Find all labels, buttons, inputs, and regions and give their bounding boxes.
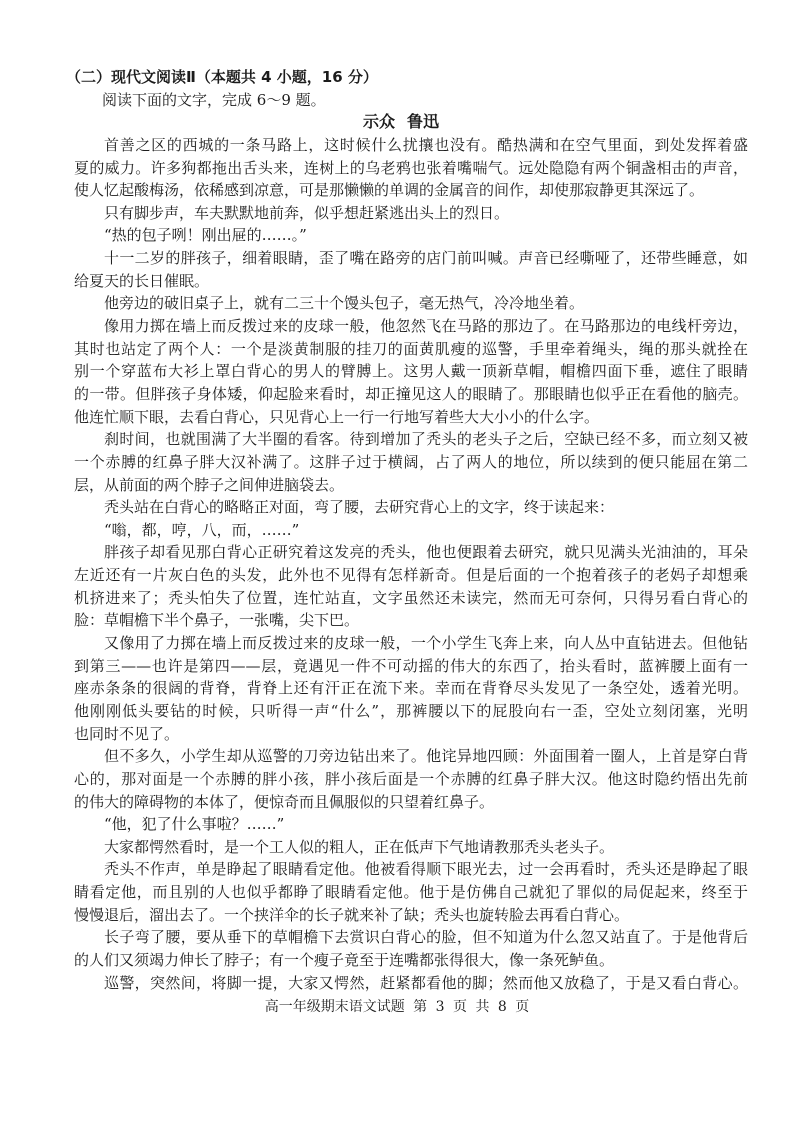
paragraph-line: 他旁边的破旧桌子上，就有二三十个馒头包子，毫无热气，冷冷地坐着。 xyxy=(104,294,585,313)
article-body xyxy=(74,134,748,994)
paragraph-line: 巡警，突然间，将脚一提，大家又愕然，赶紧都看他的脚；然而他又放稳了，于是又看白背心。 xyxy=(104,973,748,992)
paragraph xyxy=(74,519,748,542)
article-author: 鲁迅 xyxy=(407,112,440,132)
paragraph xyxy=(74,292,748,315)
article-title-line xyxy=(74,111,728,134)
paragraph-line: “嗡，都，哼，八，而，……” xyxy=(104,520,300,539)
paragraph-line: 像用力掷在墙上而反拨过来的皮球一般，他忽然飞在马路的那边了。在马路那边的电线杆旁边， xyxy=(104,317,748,336)
article-title: 示众 xyxy=(362,112,395,132)
paragraph xyxy=(74,134,748,202)
paragraph-line: 别一个穿蓝布大衫上罩白背心的男人的臂膊上。这男人戴一顶新草帽，帽檐四面下垂，遮住了眼睛 xyxy=(74,362,748,381)
paragraph xyxy=(74,836,748,859)
paragraph-line: 但不多久，小学生却从巡警的刀旁边钻出来了。他诧异地四顾：外面围着一圈人，上首是穿白背 xyxy=(104,747,748,766)
paragraph xyxy=(74,541,748,632)
paragraph-line: 睛看定他，而且别的人也似乎都睁了眼睛看定他。他于是仿佛自己就犯了罪似的局促起来，终至于 xyxy=(74,883,748,902)
paragraph-line: 也同时不见了。 xyxy=(74,724,180,743)
paragraph-line: 使人忆起酸梅汤，依稀感到凉意，可是那懒懒的单调的金属音的间作，却使那寂静更其深远了。 xyxy=(74,181,705,200)
paragraph-line: 夏的威力。许多狗都拖出舌头来，连树上的乌老鸦也张着嘴喘气。远处隐隐有两个铜盏相击的声音， xyxy=(74,158,748,177)
paragraph-line: 大家都愕然看时，是一个工人似的粗人，正在低声下气地请教那秃头老头子。 xyxy=(104,837,615,856)
page-footer: 高一年级期末语文试题 第 3 页 共 8 页 xyxy=(264,999,530,1015)
paragraph-line: 心的，那对面是一个赤膊的胖小孩，胖小孩后面是一个赤膊的红鼻子胖大汉。他这时隐约悟出先前 xyxy=(74,769,748,788)
paragraph xyxy=(74,745,748,813)
reading-instruction: 阅读下面的文字，完成 6～9 题。 xyxy=(102,90,326,109)
paragraph xyxy=(74,858,748,926)
section-heading: （二）现代文阅读Ⅱ（本题共 4 小题，16 分） xyxy=(66,68,378,86)
paragraph-line: 慢慢退后，溜出去了。一个挟洋伞的长子就来补了缺；秃头也旋转脸去再看白背心。 xyxy=(74,905,630,924)
paragraph xyxy=(74,202,748,225)
paragraph-line: “他，犯了什么事啦？……” xyxy=(104,815,285,834)
paragraph xyxy=(74,632,748,745)
paragraph xyxy=(74,224,748,247)
paragraph-line: 刹时间，也就围满了大半圈的看客。待到增加了秃头的老头子之后，空缺已经不多，而立刻又被 xyxy=(104,430,748,449)
paragraph-line: 座赤条条的很阔的背脊，背脊上还有汗正在流下来。幸而在背脊尽头发见了一条空处，透着光明。 xyxy=(74,679,748,698)
paragraph-line: 他刚刚低头要钻的时候，只听得一声“什么”，那裤腰以下的屁股向右一歪，空处立刻闭塞，光明 xyxy=(74,701,748,720)
paragraph-line: 左近还有一片灰白色的头发，此外也不见得有怎样新奇。但是后面的一个抱着孩子的老妈子却想乘 xyxy=(74,566,748,585)
paragraph-line: 胖孩子却看见那白背心正研究着这发亮的秃头，他也便跟着去研究，就只见满头光油油的，耳朵 xyxy=(104,543,748,562)
paragraph xyxy=(74,813,748,836)
paragraph-line: 层，从前面的两个脖子之间伸进脑袋去。 xyxy=(74,475,345,494)
paragraph-line: “热的包子咧！刚出屉的……。” xyxy=(104,226,307,245)
paragraph-line: 到第三——也许是第四——层，竟遇见一件不可动摇的伟大的东西了，抬头看时，蓝裤腰上面有一 xyxy=(74,656,748,675)
paragraph-line: 机挤进来了；秃头怕失了位置，连忙站直，文字虽然还未读完，然而无可奈何，只得另看白背心的 xyxy=(74,588,748,607)
paragraph-line: 秃头不作声，单是睁起了眼睛看定他。他被看得顺下眼光去，过一会再看时，秃头还是睁起了眼 xyxy=(104,860,748,879)
paragraph xyxy=(74,315,748,428)
paragraph-line: 又像用了力掷在墙上而反拨过来的皮球一般，一个小学生飞奔上来，向人丛中直钻进去。但他钻 xyxy=(104,634,748,653)
paragraph xyxy=(74,972,748,995)
paragraph-line: 一个赤膊的红鼻子胖大汉补满了。这胖子过于横阔，占了两人的地位，所以续到的便只能屈在第二 xyxy=(74,452,748,471)
paragraph-line: 的一带。但胖孩子身体矮，仰起脸来看时，却正撞见这人的眼睛了。那眼睛也似乎正在看他的脑壳。 xyxy=(74,384,748,403)
paragraph xyxy=(74,496,748,519)
paragraph-line: 秃头站在白背心的略略正对面，弯了腰，去研究背心上的文字，终于读起来： xyxy=(104,498,615,517)
paragraph-line: 只有脚步声，车夫默默地前奔，似乎想赶紧逃出头上的烈日。 xyxy=(104,203,510,222)
paragraph-line: 十一二岁的胖孩子，细着眼睛，歪了嘴在路旁的店门前叫喊。声音已经嘶哑了，还带些睡意，如 xyxy=(104,249,748,268)
paragraph-line: 脸：草帽檐下半个鼻子，一张嘴，尖下巴。 xyxy=(74,611,360,630)
paragraph xyxy=(74,428,748,496)
paragraph-line: 长子弯了腰，要从垂下的草帽檐下去赏识白背心的脸，但不知道为什么忽又站直了。于是他背后 xyxy=(104,928,748,947)
page-content xyxy=(66,66,748,994)
paragraph-line: 首善之区的西城的一条马路上，这时候什么扰攘也没有。酷热满和在空气里面，到处发挥着盛 xyxy=(104,135,748,154)
paragraph-line: 他连忙顺下眼，去看白背心，只见背心上一行一行地写着些大大小小的什么字。 xyxy=(74,407,600,426)
paragraph-line: 给夏天的长日催眠。 xyxy=(74,271,210,290)
paragraph xyxy=(74,926,748,971)
paragraph-line: 其时也站定了两个人：一个是淡黄制服的挂刀的面黄肌瘦的巡警，手里牵着绳头，绳的那头就拴在 xyxy=(74,339,748,358)
paragraph-line: 的人们又须竭力伸长了脖子；有一个瘦子竟至于连嘴都张得很大，像一条死鲈鱼。 xyxy=(74,950,615,969)
paragraph-line: 的伟大的障碍物的本体了，便惊奇而且佩服似的只望着红鼻子。 xyxy=(74,792,495,811)
paragraph xyxy=(74,247,748,292)
